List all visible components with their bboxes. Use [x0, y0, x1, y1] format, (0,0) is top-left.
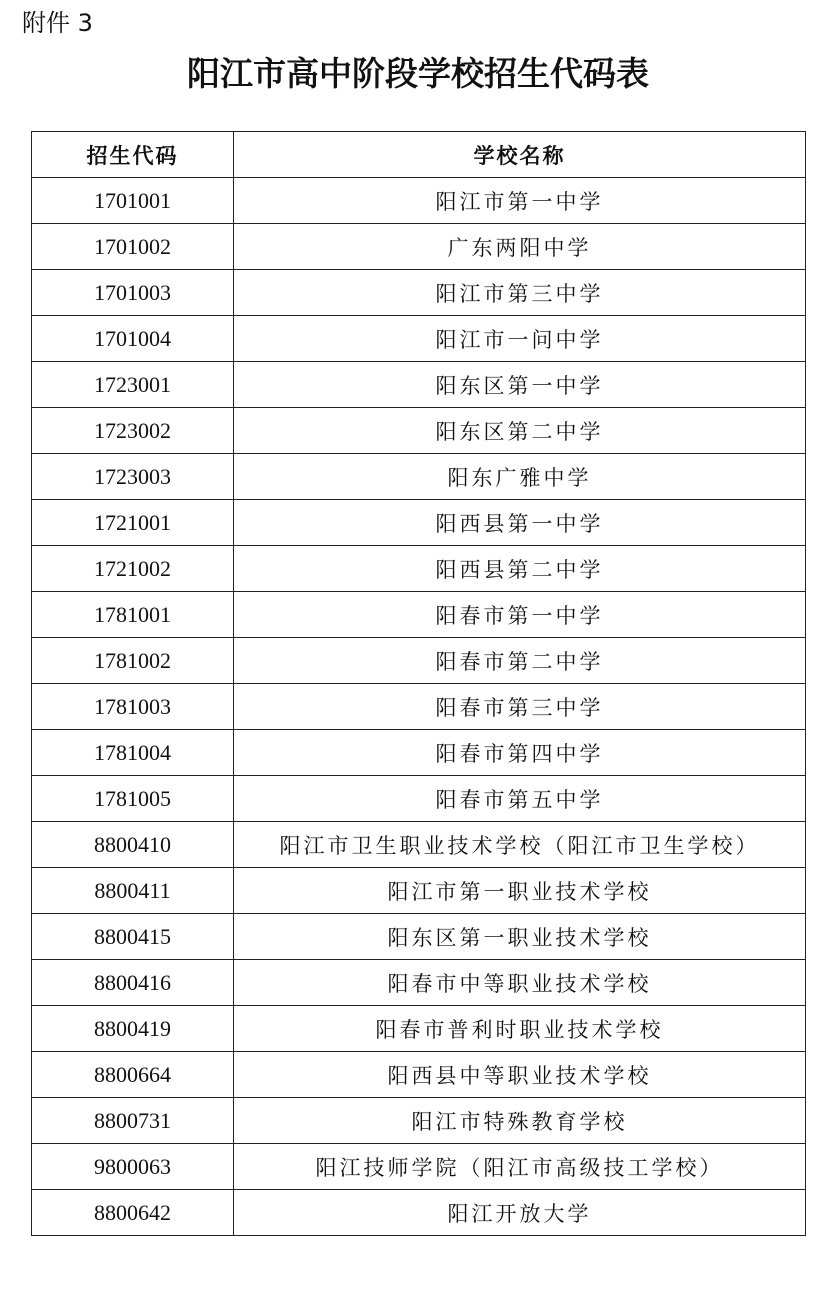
school-name-cell: 阳江市第一中学	[234, 178, 806, 224]
enrollment-code-cell: 1701003	[32, 270, 234, 316]
table-header-row	[32, 132, 806, 178]
table-row	[32, 1144, 806, 1190]
enrollment-code-cell: 8800410	[32, 822, 234, 868]
school-name-cell: 阳西县第二中学	[234, 546, 806, 592]
table-row	[32, 500, 806, 546]
table-row	[32, 914, 806, 960]
table-row	[32, 776, 806, 822]
enrollment-code-cell: 8800642	[32, 1190, 234, 1236]
table-row	[32, 638, 806, 684]
table-header	[32, 132, 806, 178]
table-row	[32, 960, 806, 1006]
table-row	[32, 316, 806, 362]
page-title: 阳江市高中阶段学校招生代码表	[187, 54, 649, 93]
enrollment-code-cell: 1701002	[32, 224, 234, 270]
enrollment-code-cell: 1723002	[32, 408, 234, 454]
enrollment-code-cell: 1701001	[32, 178, 234, 224]
enrollment-code-cell: 8800419	[32, 1006, 234, 1052]
school-name-cell: 阳江市卫生职业技术学校（阳江市卫生学校）	[234, 822, 806, 868]
enrollment-code-cell: 1721002	[32, 546, 234, 592]
school-name-cell: 阳春市第三中学	[234, 684, 806, 730]
school-name-cell: 阳江技师学院（阳江市高级技工学校）	[234, 1144, 806, 1190]
school-name-cell: 阳东区第二中学	[234, 408, 806, 454]
school-name-cell: 阳东区第一职业技术学校	[234, 914, 806, 960]
school-name-cell: 阳春市第二中学	[234, 638, 806, 684]
table-row	[32, 178, 806, 224]
enrollment-code-cell: 1781005	[32, 776, 234, 822]
school-name-cell: 阳东区第一中学	[234, 362, 806, 408]
school-name-cell: 阳春市第四中学	[234, 730, 806, 776]
enrollment-code-cell: 8800731	[32, 1098, 234, 1144]
school-name-cell: 阳春市普利时职业技术学校	[234, 1006, 806, 1052]
table-row	[32, 270, 806, 316]
attachment-label: 附件 3	[22, 9, 93, 37]
table-row	[32, 1006, 806, 1052]
enrollment-code-cell: 8800416	[32, 960, 234, 1006]
table-row	[32, 224, 806, 270]
column-header-code: 招生代码	[32, 132, 234, 178]
enrollment-code-cell: 1723001	[32, 362, 234, 408]
enrollment-code-cell: 1781004	[32, 730, 234, 776]
table-row	[32, 868, 806, 914]
school-name-cell: 阳江市第一职业技术学校	[234, 868, 806, 914]
enrollment-code-cell: 1781003	[32, 684, 234, 730]
school-name-cell: 阳西县中等职业技术学校	[234, 1052, 806, 1098]
table-row	[32, 546, 806, 592]
enrollment-code-cell: 1701004	[32, 316, 234, 362]
table-row	[32, 1052, 806, 1098]
table-row	[32, 1190, 806, 1236]
enrollment-code-cell: 1781001	[32, 592, 234, 638]
enrollment-code-cell: 8800411	[32, 868, 234, 914]
school-name-cell: 阳西县第一中学	[234, 500, 806, 546]
table-row	[32, 362, 806, 408]
enrollment-code-cell: 1723003	[32, 454, 234, 500]
enrollment-code-table	[31, 131, 806, 1236]
enrollment-code-cell: 1721001	[32, 500, 234, 546]
table-row	[32, 822, 806, 868]
school-name-cell: 阳江开放大学	[234, 1190, 806, 1236]
school-name-cell: 阳江市一问中学	[234, 316, 806, 362]
table-row	[32, 730, 806, 776]
school-name-cell: 阳东广雅中学	[234, 454, 806, 500]
school-name-cell: 阳春市中等职业技术学校	[234, 960, 806, 1006]
school-name-cell: 阳春市第一中学	[234, 592, 806, 638]
enrollment-code-cell: 8800664	[32, 1052, 234, 1098]
table-body	[32, 178, 806, 1236]
school-name-cell: 阳春市第五中学	[234, 776, 806, 822]
table-row	[32, 592, 806, 638]
table-row	[32, 408, 806, 454]
table-row	[32, 684, 806, 730]
table-row	[32, 1098, 806, 1144]
enrollment-code-cell: 8800415	[32, 914, 234, 960]
school-name-cell: 阳江市特殊教育学校	[234, 1098, 806, 1144]
school-name-cell: 阳江市第三中学	[234, 270, 806, 316]
school-name-cell: 广东两阳中学	[234, 224, 806, 270]
enrollment-code-cell: 9800063	[32, 1144, 234, 1190]
enrollment-code-cell: 1781002	[32, 638, 234, 684]
column-header-school-name: 学校名称	[234, 132, 806, 178]
table-row	[32, 454, 806, 500]
